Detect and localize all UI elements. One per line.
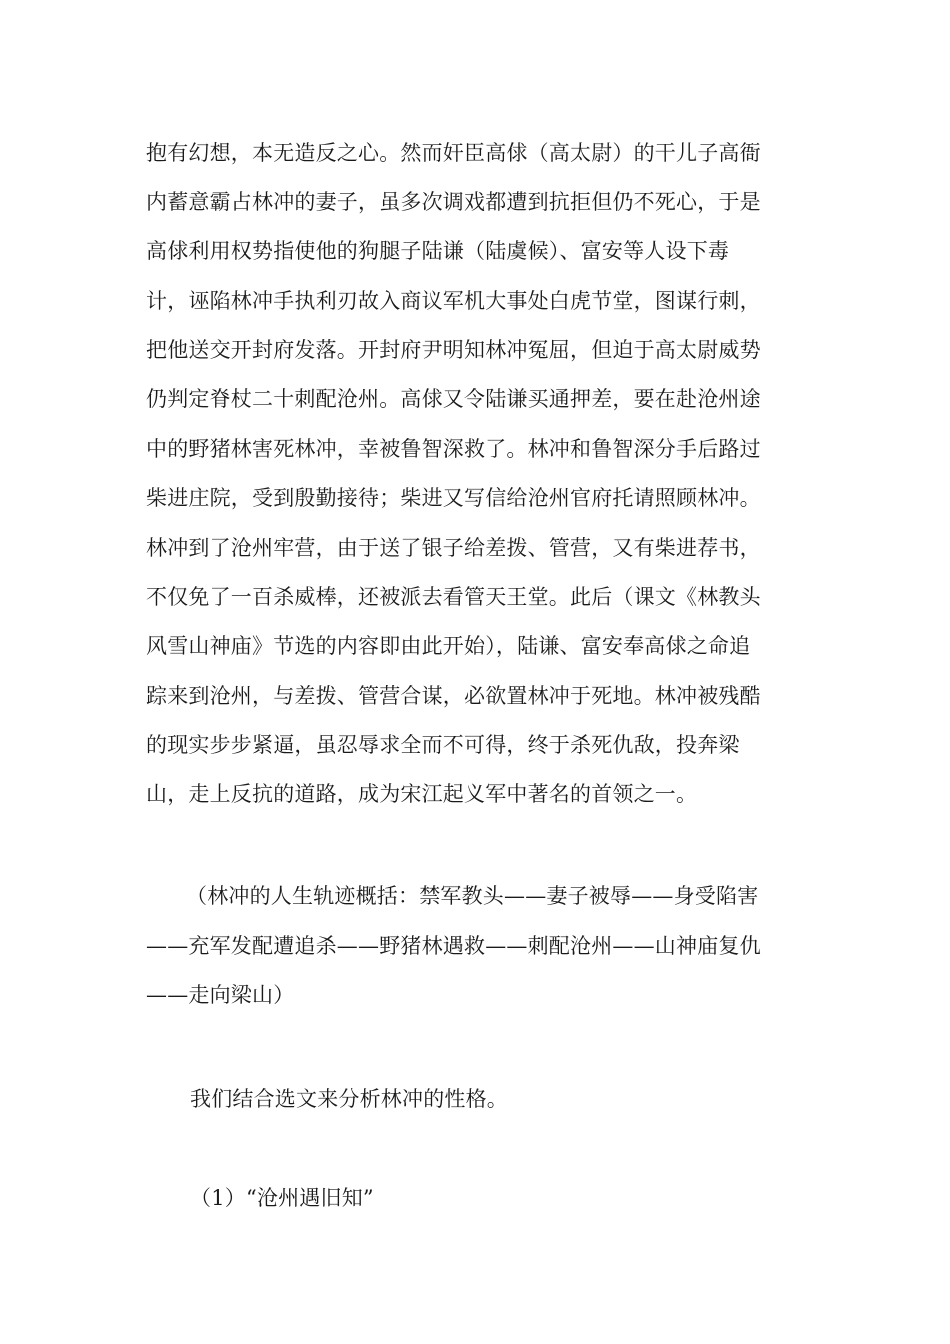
text-line: 仍判定脊杖二十刺配沧州。高俅又令陆谦买通押差，要在赴沧州途 (146, 387, 761, 411)
text-line: 山，走上反抗的道路，成为宋江起义军中著名的首领之一。 (146, 782, 698, 806)
text-line: 风雪山神庙》节选的内容即由此开始），陆谦、富安奉高俅之命追 (146, 634, 751, 658)
text-line: 把他送交开封府发落。开封府尹明知林冲冤屈，但迫于高太尉威势 (146, 338, 761, 362)
text-line: ——充军发配遭追杀——野猪林遇救——刺配沧州——山神庙复仇 (146, 934, 761, 958)
text-line: 内蓄意霸占林冲的妻子，虽多次调戏都遭到抗拒但仍不死心，于是 (146, 190, 761, 214)
text-line: ——走向梁山） (146, 983, 295, 1007)
text-line: 计，诬陷林冲手执利刃故入商议军机大事处白虎节堂，图谋行刺， (146, 289, 761, 313)
text-line: 林冲到了沧州牢营，由于送了银子给差拨、管营，又有柴进荐书， (146, 536, 761, 560)
text-line: 高俅利用权势指使他的狗腿子陆谦（陆虞候）、富安等人设下毒 (146, 239, 730, 263)
text-line: 中的野猪林害死林冲，幸被鲁智深救了。林冲和鲁智深分手后路过 (146, 437, 761, 461)
text-line: 抱有幻想，本无造反之心。然而奸臣高俅（高太尉）的干儿子高衙 (146, 141, 761, 165)
text-line: 柴进庄院，受到殷勤接待；柴进又写信给沧州官府托请照顾林冲。 (146, 486, 761, 510)
text-line: 踪来到沧州，与差拨、管营合谋，必欲置林冲于死地。林冲被残酷 (146, 684, 761, 708)
paragraph-analysis-intro: 我们结合选文来分析林冲的性格。 (190, 1087, 508, 1111)
section-heading: （1）“沧州遇旧知” (190, 1186, 374, 1210)
text-line: 的现实步步紧逼，虽忍辱求全而不可得，终于杀死仇敌，投奔梁 (146, 733, 740, 757)
text-line: 不仅免了一百杀威棒，还被派去看管天王堂。此后（课文《林教头 (146, 585, 761, 609)
text-line: （林冲的人生轨迹概括：禁军教头——妻子被辱——身受陷害 (186, 884, 759, 908)
